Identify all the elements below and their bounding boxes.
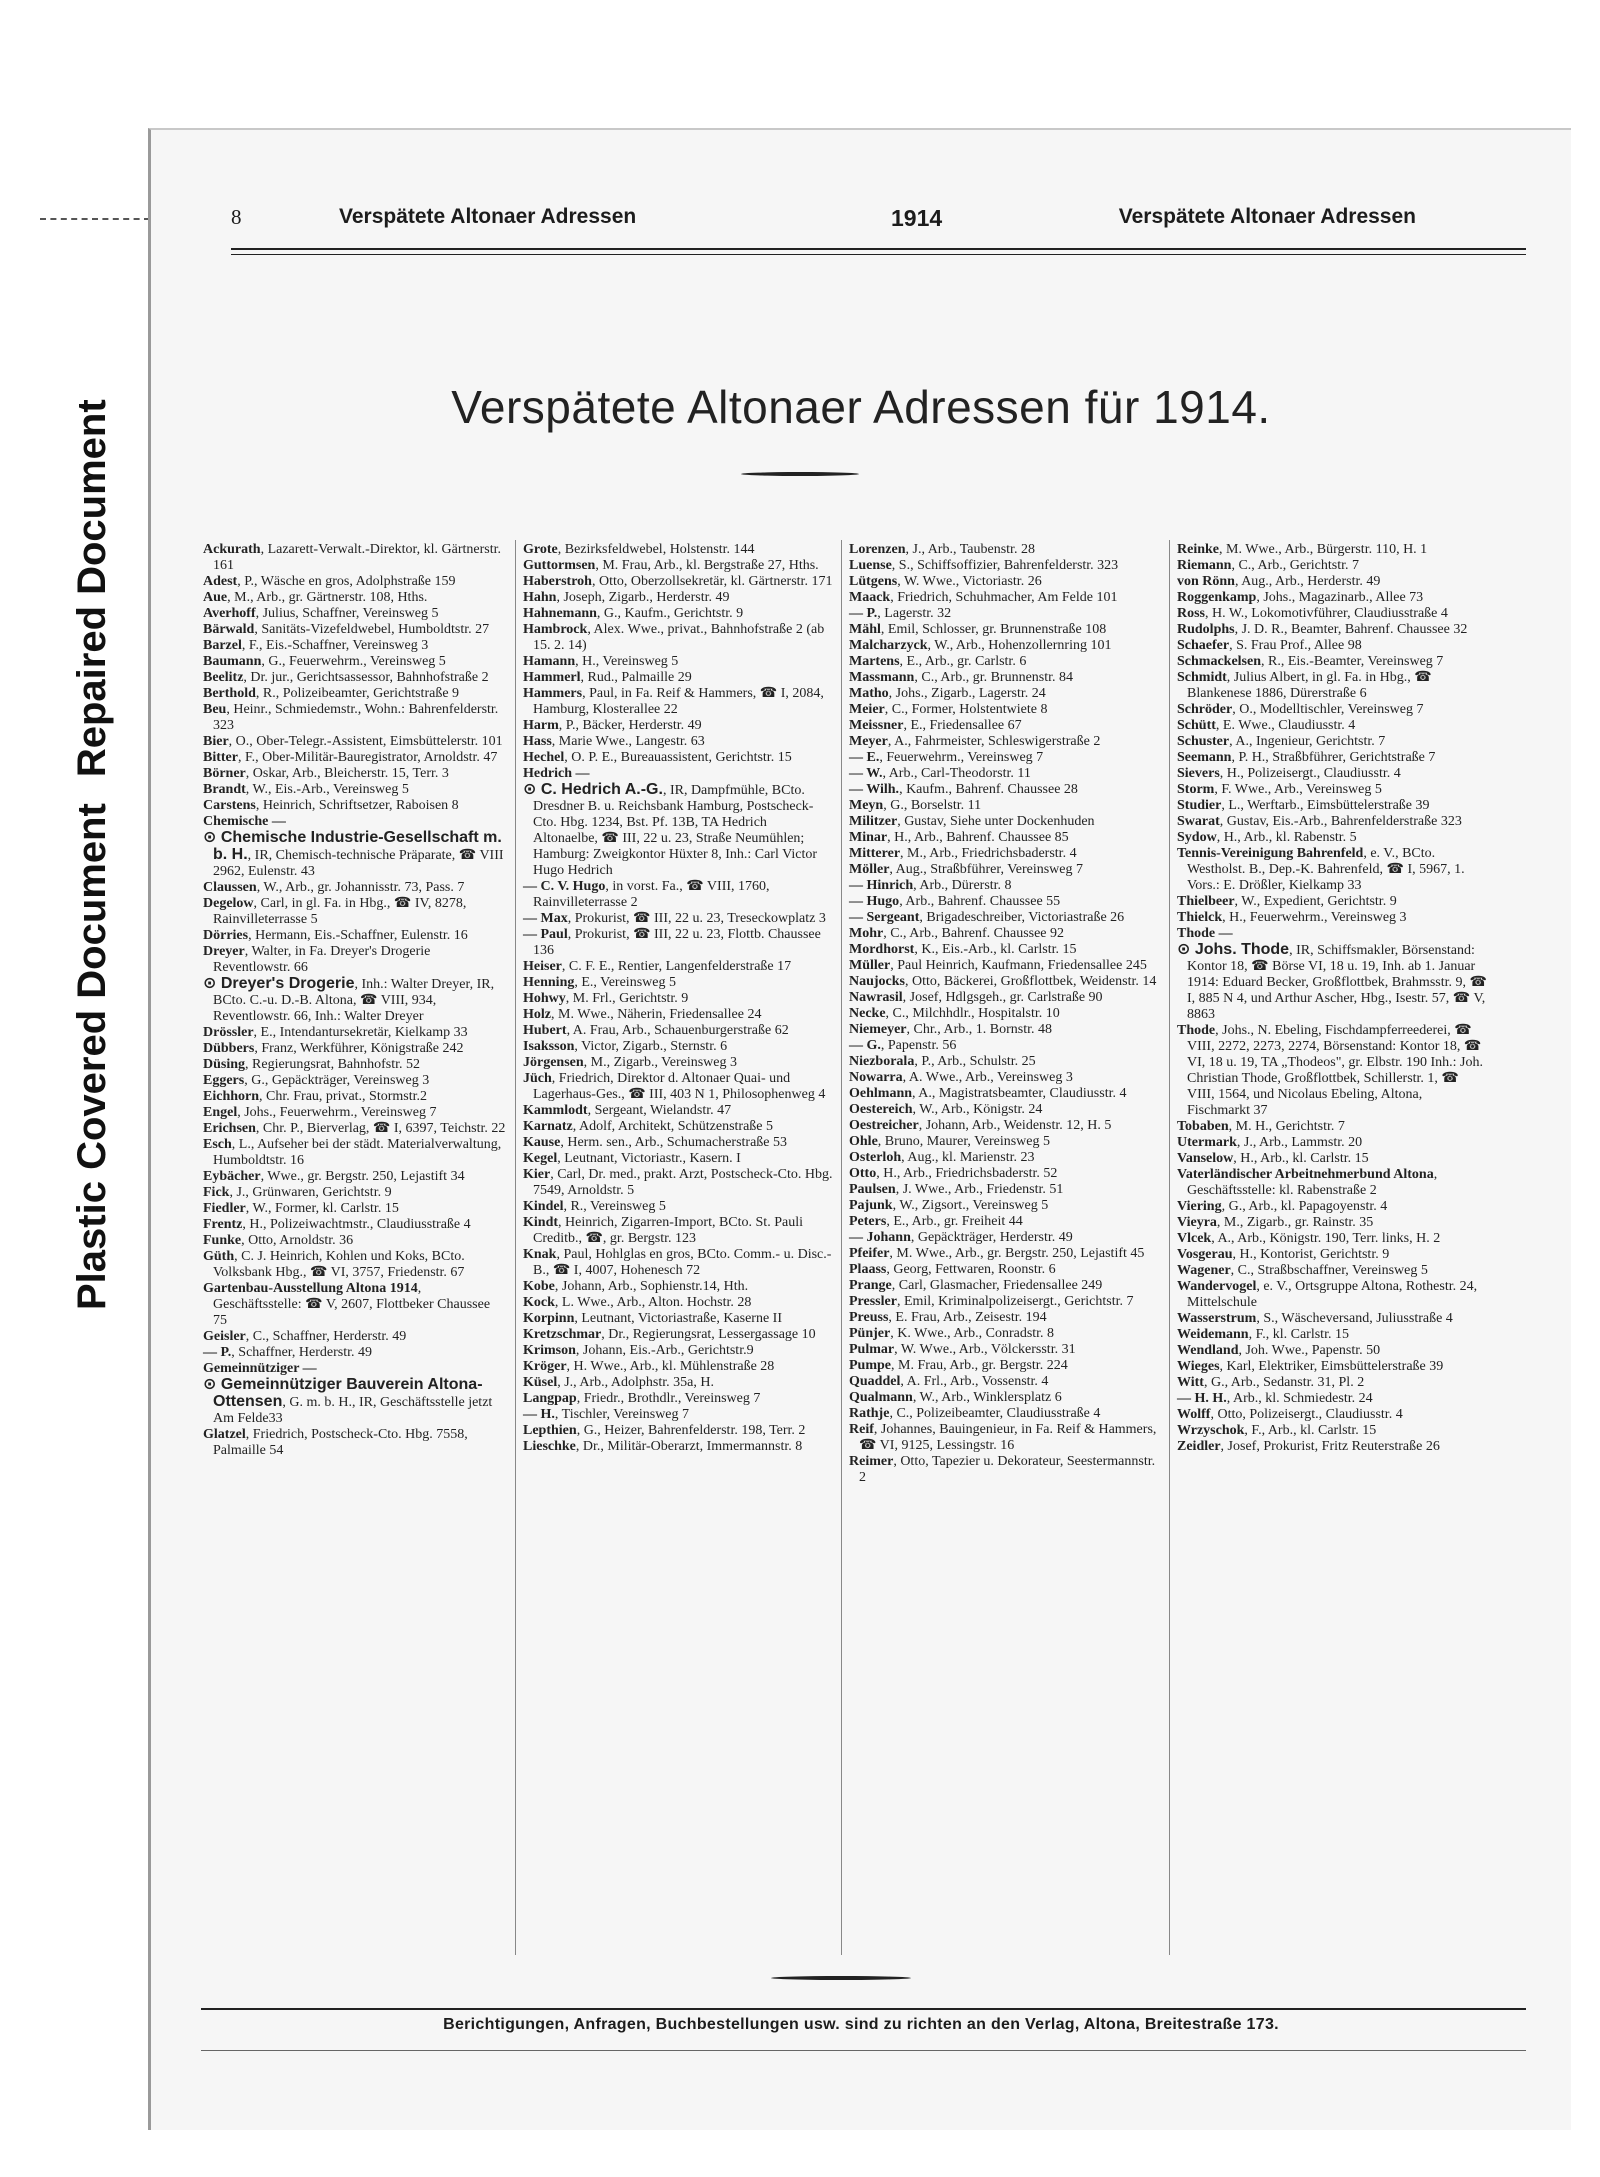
directory-entry: Mordhorst, K., Eis.-Arb., kl. Carlstr. 15 <box>849 942 1077 957</box>
directory-entry: — Paul, Prokurist, ☎ III, 22 u. 23, Flottb. Chaussee 136 <box>523 927 821 958</box>
directory-entry: Meyer, A., Fahrmeister, Schleswigerstraße 2 <box>849 734 1101 749</box>
directory-entry: Hammers, Paul, in Fa. Reif & Hammers, ☎ I, 2084, Hamburg, Klosterallee 22 <box>523 686 824 717</box>
directory-entry: Hammerl, Rud., Palmaille 29 <box>523 670 692 685</box>
directory-entry: Beelitz, Dr. jur., Gerichtsassessor, Bahnhofstraße 2 <box>203 670 489 685</box>
directory-entry: Krimson, Johann, Eis.-Arb., Gerichtstr.9 <box>523 1343 754 1358</box>
directory-entry: Hass, Marie Wwe., Langestr. 63 <box>523 734 705 749</box>
directory-entry: Esch, L., Aufseher bei der städt. Materialverwaltung, Humboldtstr. 16 <box>203 1137 502 1168</box>
directory-entry: Barzel, F., Eis.-Schaffner, Vereinsweg 3 <box>203 638 429 653</box>
directory-entry: ⊙ Dreyer's Drogerie, Inh.: Walter Dreyer, IR, BCto. C.-u. D.-B. Altona, ☎ VIII, 934, Reventlowstr. 66, Inh.: Walter Dreyer <box>203 975 495 1024</box>
directory-entry: Gartenbau-Ausstellung Altona 1914, Geschäftsstelle: ☎ V, 2607, Flottbeker Chaussee 75 <box>203 1281 491 1328</box>
directory-entry: — P., Lagerstr. 32 <box>849 606 952 621</box>
side-label-line1: Plastic Covered Document <box>70 803 114 1310</box>
directory-entry: Dreyer, Walter, in Fa. Dreyer's Drogerie Reventlowstr. 66 <box>203 944 431 975</box>
directory-entry: Sievers, H., Polizeisergt., Claudiusstr. 4 <box>1177 766 1401 781</box>
directory-entry: Wasserstrum, S., Wäscheversand, Juliusstraße 4 <box>1177 1311 1453 1326</box>
directory-entry: Utermark, J., Arb., Lammstr. 20 <box>1177 1135 1363 1150</box>
directory-entry: Reif, Johannes, Bauingenieur, in Fa. Reif & Hammers, ☎ VI, 9125, Lessingstr. 16 <box>849 1422 1157 1453</box>
directory-entry: Wrzyschok, F., Arb., kl. Carlstr. 15 <box>1177 1423 1377 1438</box>
directory-entry: Hedrich — <box>523 766 590 781</box>
directory-entry: Jüch, Friedrich, Direktor d. Altonaer Quai- und Lagerhaus-Ges., ☎ III, 403 N 1, Philosophenweg 4 <box>523 1071 826 1102</box>
directory-entry: Niezborala, P., Arb., Schulstr. 25 <box>849 1054 1036 1069</box>
directory-entry: Osterloh, Aug., kl. Marienstr. 23 <box>849 1150 1035 1165</box>
directory-entry: Claussen, W., Arb., gr. Johannisstr. 73, Pass. 7 <box>203 880 465 895</box>
directory-entry: Meissner, E., Friedensallee 67 <box>849 718 1022 733</box>
footer-rule-lower <box>201 2050 1526 2051</box>
directory-entry: Aue, M., Arb., gr. Gärtnerstr. 108, Hths. <box>203 590 428 605</box>
directory-entry: Ohle, Bruno, Maurer, Vereinsweg 5 <box>849 1134 1050 1149</box>
directory-entry: Schuster, A., Ingenieur, Gerichtstr. 7 <box>1177 734 1386 749</box>
directory-entry: Otto, H., Arb., Friedrichsbaderstr. 52 <box>849 1166 1058 1181</box>
directory-entry: Mohr, C., Arb., Bahrenf. Chaussee 92 <box>849 926 1065 941</box>
title-ornament <box>741 472 859 476</box>
directory-entry: Chemische — <box>203 814 286 829</box>
directory-entry: Reimer, Otto, Tapezier u. Dekorateur, Seestermannstr. 2 <box>849 1454 1156 1485</box>
header-year: 1914 <box>891 205 943 231</box>
directory-entry: Viering, G., Arb., kl. Papagoyenstr. 4 <box>1177 1199 1388 1214</box>
directory-entry: Lütgens, W. Wwe., Victoriastr. 26 <box>849 574 1042 589</box>
directory-entry: Bitter, F., Ober-Militär-Bauregistrator, Arnoldstr. 47 <box>203 750 498 765</box>
directory-entry: Averhoff, Julius, Schaffner, Vereinsweg 5 <box>203 606 439 621</box>
directory-entry: Glatzel, Friedrich, Postscheck-Cto. Hbg. 7558, Palmaille 54 <box>203 1427 468 1458</box>
directory-entry: ⊙ Gemeinnütziger Bauverein Altona-Ottensen, G. m. b. H., IR, Geschäftsstelle jetzt Am Felde33 <box>203 1376 493 1426</box>
directory-entry: — G., Papenstr. 56 <box>849 1038 957 1053</box>
address-column-1 <box>203 542 507 1459</box>
directory-entry: Kindt, Heinrich, Zigarren-Import, BCto. St. Pauli Creditb., ☎, gr. Bergstr. 123 <box>523 1215 803 1246</box>
directory-entry: Kier, Carl, Dr. med., prakt. Arzt, Postscheck-Cto. Hbg. 7549, Arnoldstr. 5 <box>523 1167 833 1198</box>
directory-entry: Degelow, Carl, in gl. Fa. in Hbg., ☎ IV, 8278, Rainvilleterrasse 5 <box>203 896 467 927</box>
directory-entry: Pajunk, W., Zigsort., Vereinsweg 5 <box>849 1198 1049 1213</box>
directory-entry: Engel, Johs., Feuerwehrm., Vereinsweg 7 <box>203 1105 437 1120</box>
directory-entry: Schaefer, S. Frau Prof., Allee 98 <box>1177 638 1362 653</box>
footer-rule <box>201 2008 1526 2010</box>
directory-entry: Martens, E., Arb., gr. Carlstr. 6 <box>849 654 1027 669</box>
address-column-2 <box>523 542 833 1455</box>
directory-entry: Necke, C., Milchhdlr., Hospitalstr. 10 <box>849 1006 1060 1021</box>
bottom-ornament <box>771 1976 911 1980</box>
directory-entry: Hohwy, M. Frl., Gerichtstr. 9 <box>523 991 689 1006</box>
page-number: 8 <box>231 205 242 229</box>
directory-entry: Küsel, J., Arb., Adolphstr. 35a, H. <box>523 1375 714 1390</box>
directory-entry: Oehlmann, A., Magistratsbeamter, Claudiusstr. 4 <box>849 1086 1127 1101</box>
directory-entry: Thode — <box>1177 926 1233 941</box>
directory-entry: Zeidler, Josef, Prokurist, Fritz Reuterstraße 26 <box>1177 1439 1440 1454</box>
directory-entry: Hubert, A. Frau, Arb., Schauenburgerstraße 62 <box>523 1023 789 1038</box>
directory-entry: Thode, Johs., N. Ebeling, Fischdampferreederei, ☎ VIII, 2272, 2273, 2274, Börsenstand: Kontor 18, ☎ VI, 18 u. 19, TA „Thodeos", gr. Elbstr. 190 Inh.: Joh. Christian Thode, Großflottbek, Schillerstr. 1, ☎ VIII, 1564, und Nicolaus Ebeling, Altona, Fischmarkt 37 <box>1177 1023 1483 1118</box>
directory-entry: Drössler, E., Intendantursekretär, Kielkamp 33 <box>203 1025 468 1040</box>
directory-entry: Maack, Friedrich, Schuhmacher, Am Felde 101 <box>849 590 1118 605</box>
directory-entry: Dübbers, Franz, Werkführer, Königstraße 242 <box>203 1041 464 1056</box>
directory-entry: Peters, E., Arb., gr. Freiheit 44 <box>849 1214 1023 1229</box>
directory-entry: Pulmar, W. Wwe., Arb., Völckersstr. 31 <box>849 1342 1076 1357</box>
directory-entry: Isaksson, Victor, Zigarb., Sternstr. 6 <box>523 1039 728 1054</box>
directory-entry: Pressler, Emil, Kriminalpolizeisergt., Gerichtstr. 7 <box>849 1294 1134 1309</box>
directory-entry: Gemeinnütziger — <box>203 1361 317 1376</box>
directory-entry: Nawrasil, Josef, Hdlgsgeh., gr. Carlstraße 90 <box>849 990 1103 1005</box>
directory-entry: Fick, J., Grünwaren, Gerichtstr. 9 <box>203 1185 392 1200</box>
directory-entry: Riemann, C., Arb., Gerichtstr. 7 <box>1177 558 1359 573</box>
directory-entry: Weidemann, F., kl. Carlstr. 15 <box>1177 1327 1349 1342</box>
directory-entry: Henning, E., Vereinsweg 5 <box>523 975 676 990</box>
directory-entry: Storm, F. Wwe., Arb., Vereinsweg 5 <box>1177 782 1382 797</box>
address-column-3 <box>849 542 1161 1486</box>
directory-entry: Hambrock, Alex. Wwe., privat., Bahnhofstraße 2 (ab 15. 2. 14) <box>523 622 825 653</box>
directory-entry: Kindel, R., Vereinsweg 5 <box>523 1199 666 1214</box>
running-header <box>231 205 1526 233</box>
directory-entry: Quaddel, A. Frl., Arb., Vossenstr. 4 <box>849 1374 1049 1389</box>
directory-entry: — W., Arb., Carl-Theodorstr. 11 <box>849 766 1031 781</box>
directory-entry: Bier, O., Ober-Telegr.-Assistent, Eimsbüttelerstr. 101 <box>203 734 503 749</box>
directory-entry: Pünjer, K. Wwe., Arb., Conradstr. 8 <box>849 1326 1055 1341</box>
directory-entry: — Sergeant, Brigadeschreiber, Victoriastraße 26 <box>849 910 1125 925</box>
directory-entry: Hahnemann, G., Kaufm., Gerichtstr. 9 <box>523 606 744 621</box>
directory-entry: Schröder, O., Modelltischler, Vereinsweg 7 <box>1177 702 1424 717</box>
directory-entry: — E., Feuerwehrm., Vereinsweg 7 <box>849 750 1044 765</box>
directory-entry: Minar, H., Arb., Bahrenf. Chaussee 85 <box>849 830 1069 845</box>
directory-entry: Güth, C. J. Heinrich, Kohlen und Koks, BCto. Volksbank Hbg., ☎ VI, 3757, Friedenstr. 67 <box>203 1249 465 1280</box>
directory-entry: Kammlodt, Sergeant, Wielandstr. 47 <box>523 1103 732 1118</box>
directory-entry: Vosgerau, H., Kontorist, Gerichtstr. 9 <box>1177 1247 1390 1262</box>
directory-entry: Holz, M. Wwe., Näherin, Friedensallee 24 <box>523 1007 762 1022</box>
directory-entry: — Hinrich, Arb., Dürerstr. 8 <box>849 878 1012 893</box>
directory-entry: Ross, H. W., Lokomotivführer, Claudiusstraße 4 <box>1177 606 1448 621</box>
directory-entry: Preuss, E. Frau, Arb., Zeisestr. 194 <box>849 1310 1047 1325</box>
directory-entry: Sydow, H., Arb., kl. Rabenstr. 5 <box>1177 830 1357 845</box>
directory-entry: Paulsen, J. Wwe., Arb., Friedenstr. 51 <box>849 1182 1064 1197</box>
directory-entry: Witt, G., Arb., Sedanstr. 31, Pl. 2 <box>1177 1375 1365 1390</box>
directory-entry: Pfeifer, M. Wwe., Arb., gr. Bergstr. 250, Lejastift 45 <box>849 1246 1145 1261</box>
column-divider <box>1169 540 1170 1955</box>
directory-entry: Kegel, Leutnant, Victoriastr., Kasern. I <box>523 1151 741 1166</box>
column-divider <box>841 540 842 1955</box>
directory-entry: Naujocks, Otto, Bäckerei, Großflottbek, Weidenstr. 14 <box>849 974 1157 989</box>
directory-entry: Plaass, Georg, Fettwaren, Roonstr. 6 <box>849 1262 1056 1277</box>
directory-entry: Kobe, Johann, Arb., Sophienstr.14, Hth. <box>523 1279 749 1294</box>
directory-entry: Meier, C., Former, Holstentwiete 8 <box>849 702 1048 717</box>
address-column-4 <box>1177 542 1487 1455</box>
directory-entry: Vlcek, A., Arb., Königstr. 190, Terr. links, H. 2 <box>1177 1231 1441 1246</box>
directory-entry: Luense, S., Schiffsoffizier, Bahrenfelderstr. 323 <box>849 558 1119 573</box>
directory-entry: Meyn, G., Borselstr. 11 <box>849 798 982 813</box>
directory-entry: Jörgensen, M., Zigarb., Vereinsweg 3 <box>523 1055 737 1070</box>
directory-entry: — Hugo, Arb., Bahrenf. Chaussee 55 <box>849 894 1061 909</box>
directory-entry: Adest, P., Wäsche en gros, Adolphstraße 159 <box>203 574 456 589</box>
directory-entry: Berthold, R., Polizeibeamter, Gerichtstraße 9 <box>203 686 460 701</box>
directory-entry: Korpinn, Leutnant, Victoriastraße, Kaserne II <box>523 1311 783 1326</box>
directory-entry: Lieschke, Dr., Militär-Oberarzt, Immermannstr. 8 <box>523 1439 803 1454</box>
directory-entry: Schmackelsen, R., Eis.-Beamter, Vereinsweg 7 <box>1177 654 1444 669</box>
directory-entry: Hechel, O. P. E., Bureauassistent, Gerichtstr. 15 <box>523 750 792 765</box>
directory-entry: Mähl, Emil, Schlosser, gr. Brunnenstraße 108 <box>849 622 1107 637</box>
side-label-line2: Repaired Document <box>70 399 114 778</box>
directory-entry: Wolff, Otto, Polizeisergt., Claudiusstr. 4 <box>1177 1407 1403 1422</box>
directory-entry: Beu, Heinr., Schmiedemstr., Wohn.: Bahrenfelderstr. 323 <box>203 702 499 733</box>
document-page <box>148 128 1571 2130</box>
directory-entry: Vaterländischer Arbeitnehmerbund Altona, Geschäftsstelle: kl. Rabenstraße 2 <box>1177 1167 1438 1198</box>
directory-entry: Militzer, Gustav, Siehe unter Dockenhuden <box>849 814 1095 829</box>
directory-entry: Harm, P., Bäcker, Herderstr. 49 <box>523 718 702 733</box>
directory-entry: Reinke, M. Wwe., Arb., Bürgerstr. 110, H. 1 <box>1177 542 1428 557</box>
directory-entry: — Johann, Gepäckträger, Herderstr. 49 <box>849 1230 1073 1245</box>
directory-entry: Knak, Paul, Hohlglas en gros, BCto. Comm.- u. Disc.-B., ☎ I, 4007, Hohenesch 72 <box>523 1247 832 1278</box>
directory-entry: Hamann, H., Vereinsweg 5 <box>523 654 679 669</box>
directory-entry: Vieyra, M., Zigarb., gr. Rainstr. 35 <box>1177 1215 1374 1230</box>
header-left: Verspätete Altonaer Adressen <box>339 205 637 228</box>
directory-entry: Düsing, Regierungsrat, Bahnhofstr. 52 <box>203 1057 421 1072</box>
directory-entry: Lorenzen, J., Arb., Taubenstr. 28 <box>849 542 1035 557</box>
directory-entry: Rudolphs, J. D. R., Beamter, Bahrenf. Chaussee 32 <box>1177 622 1468 637</box>
directory-entry: Rathje, C., Polizeibeamter, Claudiusstraße 4 <box>849 1406 1101 1421</box>
directory-entry: Niemeyer, Chr., Arb., 1. Bornstr. 48 <box>849 1022 1052 1037</box>
directory-entry: Matho, Johs., Zigarb., Lagerstr. 24 <box>849 686 1046 701</box>
directory-entry: Oestreicher, Johann, Arb., Weidenstr. 12, H. 5 <box>849 1118 1112 1133</box>
column-divider <box>515 540 516 1955</box>
directory-entry: ⊙ Johs. Thode, IR, Schiffsmakler, Börsenstand: Kontor 18, ☎ Börse VI, 18 u. 19, Inh. ab 1. Januar 1914: Eduard Becker, Großflottbek, Brahmsstr. 9, ☎ I, 885 N 4, und Arthur Ascher, Hbg., Isestr. 57, ☎ V, 8863 <box>1177 941 1487 1022</box>
directory-entry: — H., Tischler, Vereinsweg 7 <box>523 1407 690 1422</box>
directory-entry: ⊙ Chemische Industrie-Gesellschaft m. b. H., IR, Chemisch-technische Präparate, ☎ VIII 2962, Eulenstr. 43 <box>203 829 504 879</box>
directory-entry: Kock, L. Wwe., Arb., Alton. Hochstr. 28 <box>523 1295 752 1310</box>
page-title: Verspätete Altonaer Adressen für 1914. <box>451 381 1271 433</box>
directory-entry: von Rönn, Aug., Arb., Herderstr. 49 <box>1177 574 1381 589</box>
directory-entry: — H. H., Arb., kl. Schmiedestr. 24 <box>1177 1391 1373 1406</box>
directory-entry: Prange, Carl, Glasmacher, Friedensallee 249 <box>849 1278 1103 1293</box>
directory-entry: Baumann, G., Feuerwehrm., Vereinsweg 5 <box>203 654 446 669</box>
directory-entry: Qualmann, W., Arb., Winklersplatz 6 <box>849 1390 1062 1405</box>
directory-entry: Tobaben, M. H., Gerichtstr. 7 <box>1177 1119 1345 1134</box>
directory-entry: Eggers, G., Gepäckträger, Vereinsweg 3 <box>203 1073 430 1088</box>
directory-entry: — Max, Prokurist, ☎ III, 22 u. 23, Treseckowplatz 3 <box>523 911 826 926</box>
directory-entry: Schütt, E. Wwe., Claudiusstr. 4 <box>1177 718 1356 733</box>
directory-entry: Börner, Oskar, Arb., Bleicherstr. 15, Terr. 3 <box>203 766 449 781</box>
directory-entry: — Wilh., Kaufm., Bahrenf. Chaussee 28 <box>849 782 1078 797</box>
directory-entry: Fiedler, W., Former, kl. Carlstr. 15 <box>203 1201 399 1216</box>
directory-entry: — C. V. Hugo, in vorst. Fa., ☎ VIII, 1760, Rainvilleterrasse 2 <box>523 879 770 910</box>
directory-entry: Schmidt, Julius Albert, in gl. Fa. in Hbg., ☎ Blankenese 1886, Dürerstraße 6 <box>1177 670 1432 701</box>
directory-entry: Tennis-Vereinigung Bahrenfeld, e. V., BCto. Westholst. B., Dep.-K. Bahrenfeld, ☎ I, 5967, 1. Vors.: E. Drößler, Kielkamp 33 <box>1177 846 1465 893</box>
directory-entry: Kause, Herm. sen., Arb., Schumacherstraße 53 <box>523 1135 788 1150</box>
directory-entry: Eybächer, Wwe., gr. Bergstr. 250, Lejastift 34 <box>203 1169 465 1184</box>
directory-entry: Oestereich, W., Arb., Königstr. 24 <box>849 1102 1043 1117</box>
directory-entry: — P., Schaffner, Herderstr. 49 <box>203 1345 372 1360</box>
directory-entry: Guttormsen, M. Frau, Arb., kl. Bergstraße 27, Hths. <box>523 558 819 573</box>
directory-entry: Kretzschmar, Dr., Regierungsrat, Lessergassage 10 <box>523 1327 816 1342</box>
directory-entry: Karnatz, Adolf, Architekt, Schützenstraße 5 <box>523 1119 773 1134</box>
directory-entry: Grote, Bezirksfeldwebel, Holstenstr. 144 <box>523 542 755 557</box>
directory-entry: Roggenkamp, Johs., Magazinarb., Allee 73 <box>1177 590 1424 605</box>
directory-entry: Lepthien, G., Heizer, Bahrenfelderstr. 198, Terr. 2 <box>523 1423 806 1438</box>
directory-entry: Vanselow, H., Arb., kl. Carlstr. 15 <box>1177 1151 1369 1166</box>
footer-note: Berichtigungen, Anfragen, Buchbestellungen usw. sind zu richten an den Verlag, Altona, Breitestraße 173. <box>443 2016 1279 2033</box>
header-rule <box>231 248 1526 255</box>
directory-entry: Heiser, C. F. E., Rentier, Langenfelderstraße 17 <box>523 959 792 974</box>
directory-entry: Brandt, W., Eis.-Arb., Vereinsweg 5 <box>203 782 409 797</box>
directory-entry: Langpap, Friedr., Brothdlr., Vereinsweg 7 <box>523 1391 761 1406</box>
directory-entry: Müller, Paul Heinrich, Kaufmann, Friedensallee 245 <box>849 958 1147 973</box>
directory-entry: Bärwald, Sanitäts-Vizefeldwebel, Humboldtstr. 27 <box>203 622 490 637</box>
directory-entry: Frentz, H., Polizeiwachtmstr., Claudiusstraße 4 <box>203 1217 471 1232</box>
directory-entry: Pumpe, M. Frau, Arb., gr. Bergstr. 224 <box>849 1358 1068 1373</box>
directory-entry: Carstens, Heinrich, Schriftsetzer, Raboisen 8 <box>203 798 459 813</box>
directory-entry: Kröger, H. Wwe., Arb., kl. Mühlenstraße 28 <box>523 1359 775 1374</box>
margin-dash-line <box>40 218 150 220</box>
header-right: Verspätete Altonaer Adressen <box>1118 205 1416 228</box>
directory-entry: ⊙ C. Hedrich A.-G., IR, Dampfmühle, BCto. Dresdner B. u. Reichsbank Hamburg, Postscheck-Cto. Hbg. 1234, Bst. Pf. 13B, TA Hedrich Altonaelbe, ☎ III, 22 u. 23, Straße Neumühlen; Hamburg: Zweigkontor Hüxter 8, Inh.: Carl Victor Hugo Hedrich <box>523 781 818 878</box>
directory-entry: Ackurath, Lazarett-Verwalt.-Direktor, kl. Gärtnerstr. 161 <box>203 542 502 573</box>
directory-entry: Möller, Aug., Straßbführer, Vereinsweg 7 <box>849 862 1084 877</box>
directory-entry: Malcharzyck, W., Arb., Hohenzollernring 101 <box>849 638 1112 653</box>
directory-entry: Haberstroh, Otto, Oberzollsekretär, kl. Gärtnerstr. 171 <box>523 574 833 589</box>
directory-entry: Eichhorn, Chr. Frau, privat., Stormstr.2 <box>203 1089 428 1104</box>
directory-entry: Studier, L., Werftarb., Eimsbüttelerstraße 39 <box>1177 798 1430 813</box>
directory-entry: Erichsen, Chr. P., Bierverlag, ☎ I, 6397, Teichstr. 22 <box>203 1121 506 1136</box>
directory-entry: Funke, Otto, Arnoldstr. 36 <box>203 1233 354 1248</box>
scan-side-label <box>70 373 115 1310</box>
directory-entry: Mitterer, M., Arb., Friedrichsbaderstr. 4 <box>849 846 1077 861</box>
directory-entry: Dörries, Hermann, Eis.-Schaffner, Eulenstr. 16 <box>203 928 468 943</box>
directory-entry: Massmann, C., Arb., gr. Brunnenstr. 84 <box>849 670 1074 685</box>
directory-entry: Thielbeer, W., Expedient, Gerichtstr. 9 <box>1177 894 1397 909</box>
directory-entry: Wendland, Joh. Wwe., Papenstr. 50 <box>1177 1343 1381 1358</box>
directory-entry: Thielck, H., Feuerwehrm., Vereinsweg 3 <box>1177 910 1407 925</box>
directory-entry: Hahn, Joseph, Zigarb., Herderstr. 49 <box>523 590 730 605</box>
directory-entry: Wandervogel, e. V., Ortsgruppe Altona, Rothestr. 24, Mittelschule <box>1177 1279 1478 1310</box>
directory-entry: Wagener, C., Straßbschaffner, Vereinsweg 5 <box>1177 1263 1428 1278</box>
directory-entry: Geisler, C., Schaffner, Herderstr. 49 <box>203 1329 407 1344</box>
directory-entry: Seemann, P. H., Straßbführer, Gerichtstraße 7 <box>1177 750 1436 765</box>
directory-entry: Wieges, Karl, Elektriker, Eimsbüttelerstraße 39 <box>1177 1359 1444 1374</box>
directory-entry: Swarat, Gustav, Eis.-Arb., Bahrenfelderstraße 323 <box>1177 814 1462 829</box>
directory-entry: Nowarra, A. Wwe., Arb., Vereinsweg 3 <box>849 1070 1073 1085</box>
